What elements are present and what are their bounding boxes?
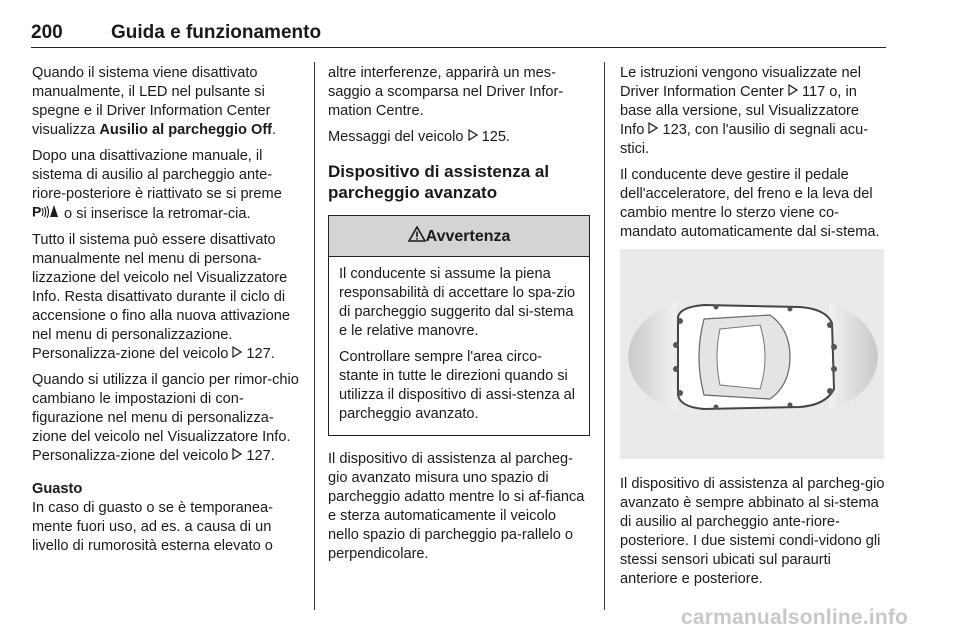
column-divider-2 [604, 62, 605, 610]
page-reference-arrow-icon [468, 128, 478, 147]
column-3 [620, 64, 886, 596]
paragraph [32, 231, 300, 364]
warning-body [329, 257, 589, 435]
watermark: carmanualsonline.info [681, 606, 909, 629]
display-message: Ausilio al parcheggio Off [99, 122, 273, 138]
paragraph: Il conducente si assume la piena responsabilità di accettare lo spa-zio di parcheggio suggerito dal si-stema e le relative manovre. [339, 266, 576, 339]
paragraph [32, 147, 300, 224]
paragraph: Il conducente deve gestire il pedale dell'acceleratore, del freno e la leva del cambio mentre lo sterzo viene co-mandato automaticamente dal si-stema. [620, 167, 880, 240]
text: 127. [242, 448, 275, 464]
header-rule [31, 47, 886, 48]
text: Quando si utilizza il gancio per rimor-chio cambiano le impostazioni di con-figurazione nel menu di personalizza-zione del veicolo nel Visualizzatore Info. Personalizza-zione del veicolo [32, 372, 299, 464]
text: 127. [242, 346, 275, 362]
paragraph [32, 64, 300, 140]
paragraph: Il dispositivo di assistenza al parcheg-gio avanzato misura uno spazio di parcheggio adatto mentre lo si af-fianca e sterza automaticamente il veicolo nello spazio di parcheggio pa-rallelo o perpendicolare. [328, 451, 585, 562]
text: 123, con l'ausilio di segnali acu-stici. [620, 122, 869, 157]
svg-text:P: P [32, 204, 42, 218]
text: Messaggi del veicolo [328, 129, 468, 145]
warning-header [329, 216, 589, 257]
warning-title: Avvertenza [425, 227, 511, 245]
paragraph [32, 371, 300, 466]
text: Quando il sistema viene disattivato manualmente, il LED nel pulsante si spegne e il Driver Information Center visualizza [32, 65, 271, 138]
column-2 [328, 64, 590, 571]
text: Le istruzioni vengono visualizzate nel Driver Information Center [620, 65, 861, 100]
page-reference-arrow-icon [232, 447, 242, 466]
parking-assist-button-icon [32, 204, 60, 224]
column-1 [32, 64, 300, 563]
paragraph [620, 64, 886, 159]
text: Tutto il sistema può essere disattivato manualmente nel menu di persona-lizzazione del veicolo nel Visualizzatore Info. Resta disattivato durante il ciclo di accensione o fino alla nuova attivazione nel menu di personalizzazione. Personalizza-zione del veicolo [32, 232, 290, 362]
paragraph [328, 128, 590, 147]
page-reference-arrow-icon [232, 345, 242, 364]
paragraph: Il dispositivo di assistenza al parcheg-gio avanzato è sempre abbinato al si-stema di ausilio al parcheggio ante-riore-posteriore. I due sistemi condi-vidono gli stessi sensori ubicati sul paraurti anteriore e posteriore. [620, 476, 885, 587]
text: Dopo una disattivazione manuale, il sistema di ausilio al parcheggio ante-riore-posteriore è riattivato se si preme [32, 148, 282, 202]
warning-triangle-icon [408, 226, 426, 247]
text: o si inserisce la retromar-cia. [60, 206, 251, 222]
text: . [272, 122, 277, 138]
section-heading: Guasto [32, 481, 83, 497]
paragraph: altre interferenze, apparirà un mes-saggio a scomparsa nel Driver Infor-mation Centre. [328, 65, 564, 119]
text: 117 o, in base alla versione, sul Visualizzatore Info [620, 84, 860, 138]
page-number: 200 [31, 22, 63, 43]
paragraph: Controllare sempre l'area circo-stante in tutte le direzioni quando si utilizza il dispositivo di assi-stenza al parcheggio avanzato. [339, 349, 576, 422]
text: 125. [477, 129, 510, 145]
paragraph: In caso di guasto o se è temporanea-mente fuori uso, ad es. a causa di un livello di rumorosità esterna elevato o [32, 500, 273, 554]
warning-box [328, 215, 590, 436]
column-divider-1 [314, 62, 315, 610]
parking-sensors-illustration [620, 249, 884, 459]
page-reference-arrow-icon [788, 83, 798, 102]
section-heading: Dispositivo di assistenza al parcheggio avanzato [328, 162, 550, 202]
page-reference-arrow-icon [648, 121, 658, 140]
page-title: Guida e funzionamento [111, 22, 322, 43]
